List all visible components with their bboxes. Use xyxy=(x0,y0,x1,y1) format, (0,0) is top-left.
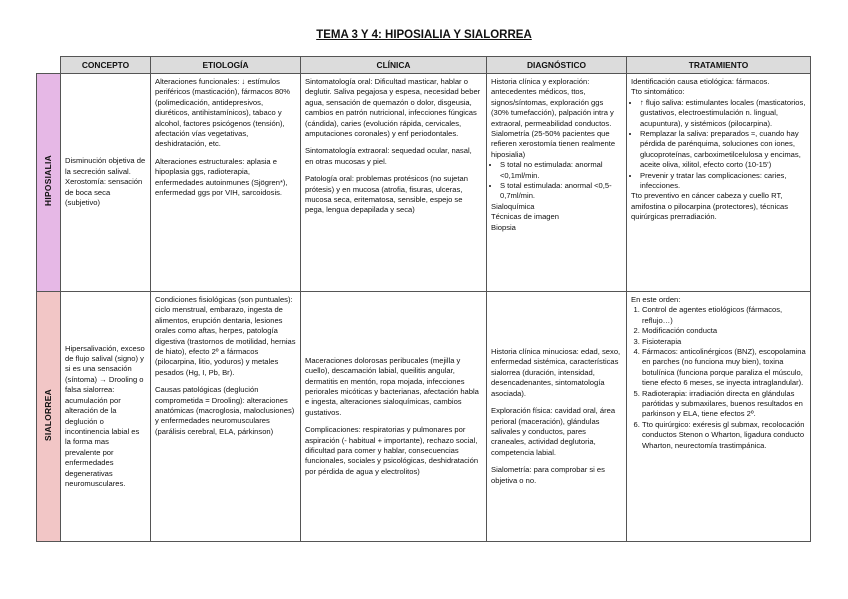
list-item: • S total no estimulada: anormal <0,1ml/min. xyxy=(500,160,622,181)
row-label-text: HIPOSIALIA xyxy=(43,155,54,207)
header-diagnostico: DIAGNÓSTICO xyxy=(487,57,627,74)
row-label-text: SIALORREA xyxy=(43,388,54,441)
list-item: • ↑ flujo saliva: estimulantes locales (masticatorios, gustativos, electroestimulación n. lingual, acupuntura), y sistémicos (pilocarpina). xyxy=(640,98,806,129)
tratamiento-line: Tto preventivo en cáncer cabeza y cuello RT, amifostina o pilocarpina (protectores), técnicas quirúrgicas prerradiación. xyxy=(631,191,789,222)
clinica-paragraph: Maceraciones dolorosas peribucales (mejilla y cuello), descamación labial, queilitis angular, dermatitis en mentón, ropa mojada, infecciones periorales micóticas y bacterianas, afectación habla e ingesta, alteraciones sialoquímicas, cambios gustativos. xyxy=(305,355,479,417)
row-label-sialorrea xyxy=(37,292,61,542)
diagnostico-paragraph: Historia clínica minuciosa: edad, sexo, enfermedad sistémica, características sialorrea (duración, intensidad, desencadenantes, sintomatología asociada). xyxy=(491,347,621,398)
list-item: 4. Fármacos: anticolinérgicos (BNZ), escopolamina en parches (no funciona muy bien), toxina botulínica (funciona porque paraliza el músculo, tiene efecto 6 meses, se inyecta intraglandular). xyxy=(642,347,806,389)
list-item: • Remplazar la saliva: preparados ≈, cuando hay pérdida de parénquima, soluciones con iones, glucoproteínas, carboximetilcelulosa y encimas, aceite oliva, xilitol, efecto corto (10-15’) xyxy=(640,129,806,171)
header-concepto: CONCEPTO xyxy=(61,57,151,74)
diagnostico-list xyxy=(491,160,622,202)
concepto-text: Disminución objetiva de la secreción salival. Xerostomía: sensación de boca seca (subjetivo) xyxy=(65,156,146,208)
etiologia-paragraph: Condiciones fisiológicas (son puntuales): ciclo menstrual, embarazo, ingesta de alimentos, erupción dentaria, lesiones orales como aftas, herpes, patología digestiva (trastornos de motilidad, hernias de hiato), efecto 2º a fármacos (pilocarpina, litio, yoduros) y metales pesados (Hg, I, Pb, Br). xyxy=(155,295,296,377)
list-item: • S total estimulada: anormal <0,5-0,7ml/min. xyxy=(500,181,622,202)
header-clinica: CLÍNICA xyxy=(301,57,487,74)
header-etiologia: ETIOLOGÍA xyxy=(151,57,301,74)
tratamiento-line: Tto sintomático: xyxy=(631,87,685,97)
corner-cell xyxy=(37,57,61,74)
clinica-paragraph: Complicaciones: respiratorias y pulmonares por aspiración (- habitual + importante), rechazo social, dificultad para comer y hablar, consecuencias funcionales, sociales y psicológicas, deshidratación por pérdida de agua y electrolitos) xyxy=(305,425,479,476)
list-item: 5. Radioterapia: irradiación directa en glándulas parótidas y submaxilares, buenos resultados en parkinson y ELA, tiene efectos 2º. xyxy=(642,389,806,420)
cell-clinica xyxy=(301,292,487,542)
summary-table xyxy=(36,56,811,542)
list-item: 1. Control de agentes etiológicos (fármacos, reflujo…) xyxy=(642,305,806,326)
list-item: 3. Fisioterapia xyxy=(642,337,806,347)
cell-clinica xyxy=(301,74,487,292)
tratamiento-list xyxy=(631,98,806,192)
cell-diagnostico xyxy=(487,292,627,542)
row-sialorrea xyxy=(37,292,811,542)
etiologia-paragraph: Alteraciones funcionales: ↓ estímulos periféricos (masticación), fármacos 80% (polimedicación, antidepresivos, diuréticos, antihistamínicos), tabaco y alcohol, factores psicógenos (tensión), afectación vías vegetativas, deshidratación, etc. xyxy=(155,77,291,149)
tratamiento-line: Identificación causa etiológica: fármacos. xyxy=(631,77,770,86)
header-row xyxy=(37,57,811,74)
cell-tratamiento xyxy=(627,292,811,542)
row-label-hiposialia xyxy=(37,74,61,292)
diagnostico-paragraph: Sialometría: para comprobar si es objetiva o no. xyxy=(491,465,605,485)
header-tratamiento: TRATAMIENTO xyxy=(627,57,811,74)
list-item: 2. Modificación conducta xyxy=(642,326,806,336)
etiologia-paragraph: Causas patológicas (deglución comprometida = Drooling): alteraciones anatómicas (macroglosia, maloclusiones) y enfermedades neuromusculares (parálisis cerebral, ELA, párkinson) xyxy=(155,385,295,436)
cell-etiologia xyxy=(151,74,301,292)
tratamiento-list xyxy=(631,305,806,451)
cell-concepto xyxy=(61,292,151,542)
clinica-paragraph: Sintomatología extraoral: sequedad ocular, nasal, en otras mucosas y piel. xyxy=(305,146,472,166)
clinica-paragraph: Sintomatología oral: Dificultad masticar, hablar o deglutir. Saliva pegajosa y espesa, necesidad beber agua, sensación de quemazón o dolor, disgeusia, cambios en patrón nutricional, infecciones fúngicas (cándida), caries (evolución rápida, cervicales, amputaciones coronales) y enf periodontales. xyxy=(305,77,481,139)
row-hiposialia xyxy=(37,74,811,292)
list-item: • Prevenir y tratar las complicaciones: caries, infecciones. xyxy=(640,171,806,192)
diagnostico-line: Biopsia xyxy=(491,222,516,232)
tratamiento-intro: En este orden: xyxy=(631,295,681,304)
cell-tratamiento xyxy=(627,74,811,292)
cell-diagnostico xyxy=(487,74,627,292)
page-title: TEMA 3 Y 4: HIPOSIALIA Y SIALORREA xyxy=(316,29,532,41)
concepto-text: Hipersalivación, exceso de flujo salival (signo) y si es una sensación (síntoma) → Drooling o falsa sialorrea: acumulación por alteración de la deglución o incontinencia labial es la forma mas prevalente por enfermedades degenerativas neuromusculares. xyxy=(65,343,145,488)
diagnostico-line: Técnicas de imagen xyxy=(491,212,559,222)
etiologia-paragraph: Alteraciones estructurales: aplasia e hipoplasia ggs, radioterapia, enfermedades autoinmunes (Sjögren*), enfermedad ggs por VIH, sarcoidosis. xyxy=(155,156,288,198)
diagnostico-line: Sialoquímica xyxy=(491,201,535,211)
diagnostico-intro: Historia clínica y exploración: antecedentes médicos, ttos, signos/síntomas, exploración ggs (30% tumefacción), palpación intra y extraoral, permeabilidad conductos. Sialometría (25-50% pacientes que refieren xerostomía tienen realmente hiposialia) xyxy=(491,77,616,159)
diagnostico-paragraph: Exploración física: cavidad oral, área perioral (maceración), glándulas salivales y conductos, pares craneales, actividad deglutoria, competencia labial. xyxy=(491,406,616,457)
clinica-paragraph: Patología oral: problemas protésicos (no sujetan prótesis) y en mucosa (atrofia, fisuras, ulceras, mucosa seca, eritematosa, sensible, espejo se pega, lengua depapilada y seca) xyxy=(305,174,468,215)
cell-concepto xyxy=(61,74,151,292)
list-item: 6. Tto quirúrgico: exéresis gl submax, recolocación conductos Stenon o Wharton, ligadura conducto Wharton, neurectomía trastimpánica. xyxy=(642,420,806,451)
cell-etiologia xyxy=(151,292,301,542)
